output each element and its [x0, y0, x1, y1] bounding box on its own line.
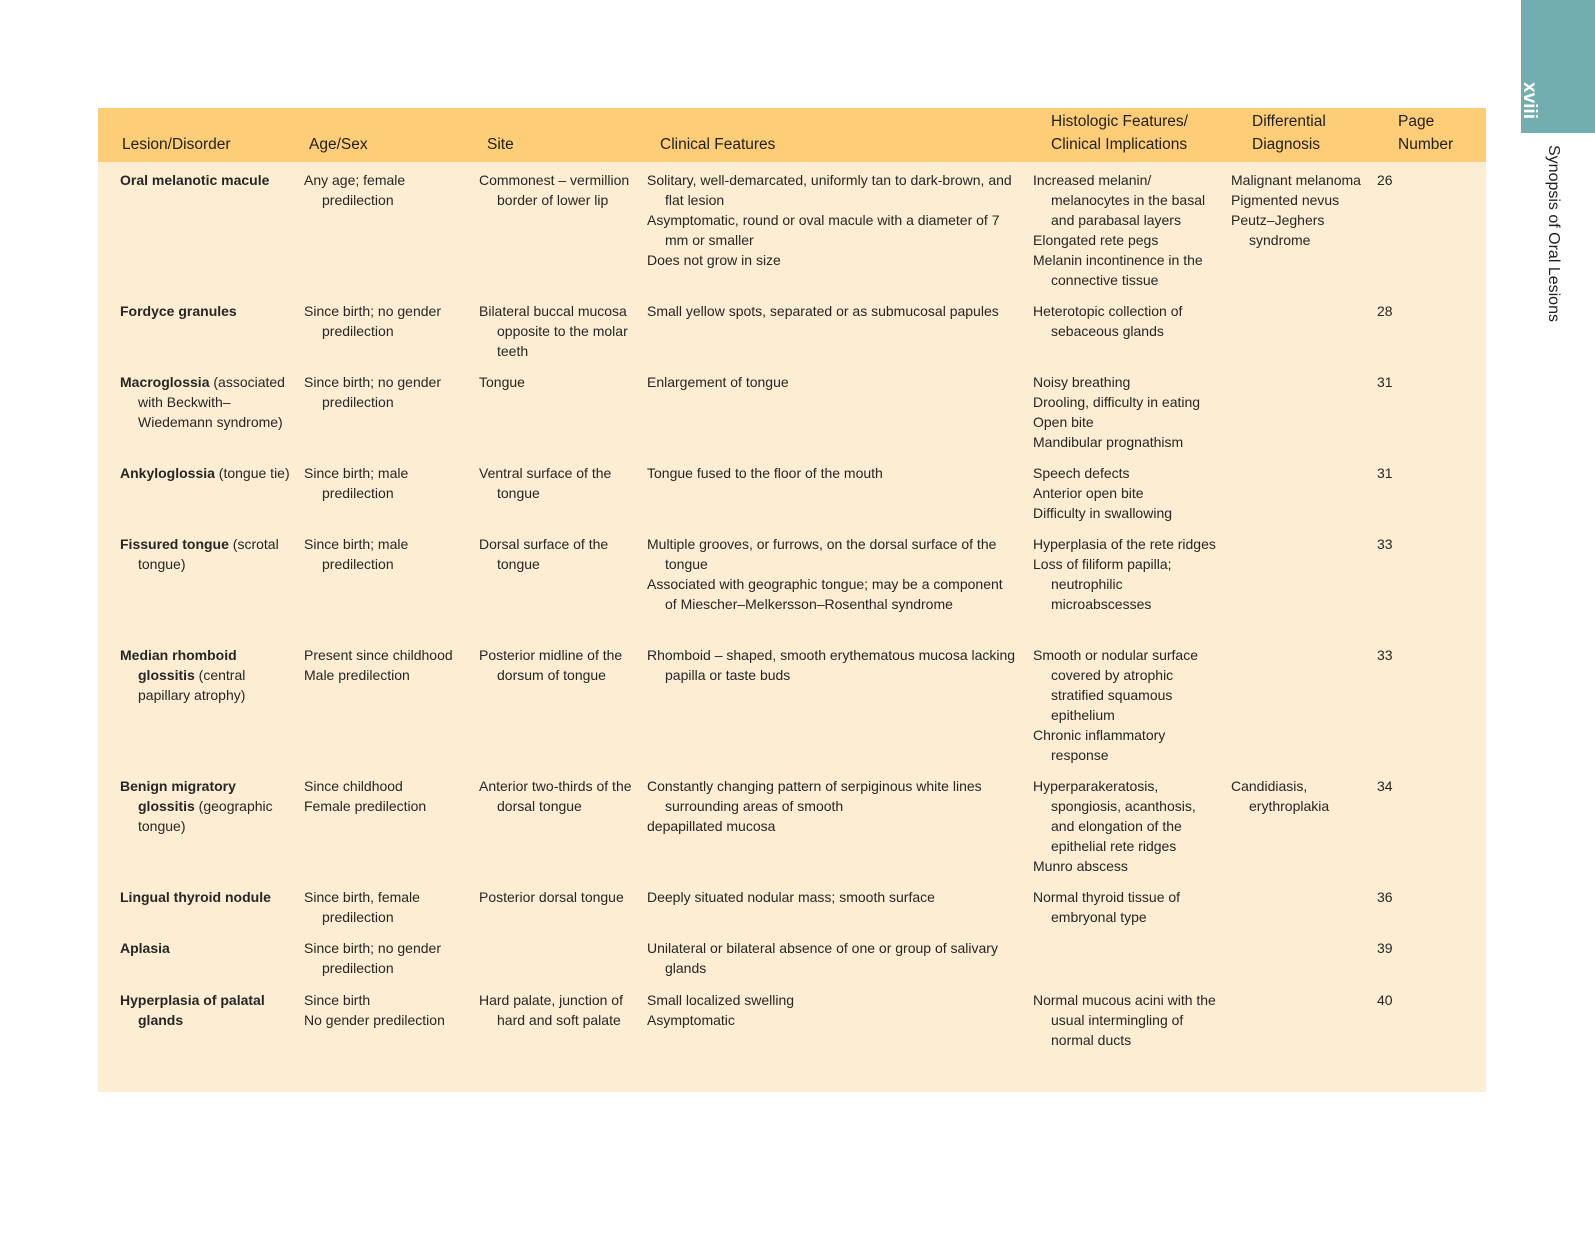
cell-age-sex: [304, 990, 472, 1030]
lesion-name-bold: Aplasia: [120, 940, 170, 956]
cell-clinical-features-line: Multiple grooves, or furrows, on the dorsal surface of the tongue: [647, 536, 997, 572]
cell-site: [479, 645, 636, 685]
table-row: [98, 776, 1486, 887]
cell-age-sex-line: Since birth; no gender predilection: [304, 303, 441, 339]
cell-histologic-features-line: Hyperparakeratosis, spongiosis, acanthosis, and elongation of the epithelial rete ridges: [1033, 778, 1196, 854]
cell-clinical-features: [647, 776, 1017, 836]
cell-clinical-features: [647, 463, 1017, 483]
page-number-roman: xviii: [1519, 82, 1540, 119]
page-ref: 39: [1377, 940, 1393, 956]
cell-clinical-features: [647, 887, 1017, 907]
cell-clinical-features-line: Enlargement of tongue: [647, 374, 789, 390]
cell-page-number: [1377, 776, 1457, 796]
table-body: [98, 170, 1486, 1070]
cell-histologic-features-line: Normal mucous acini with the usual intermingling of normal ducts: [1033, 992, 1216, 1048]
lesion-name-bold: Lingual thyroid nodule: [120, 889, 271, 905]
cell-age-sex: [304, 170, 472, 210]
cell-histologic-features: [1033, 887, 1221, 927]
cell-clinical-features: [647, 938, 1017, 978]
cell-clinical-features-line: Deeply situated nodular mass; smooth surface: [647, 889, 935, 905]
cell-site-line: Bilateral buccal mucosa opposite to the molar teeth: [479, 303, 628, 359]
cell-lesion: [120, 463, 290, 483]
cell-histologic-features-line: Elongated rete pegs: [1033, 232, 1159, 248]
cell-clinical-features-line: Does not grow in size: [647, 252, 781, 268]
cell-age-sex-line: Since childhood: [304, 778, 403, 794]
lesion-name: [120, 990, 290, 1030]
cell-histologic-features-line: Normal thyroid tissue of embryonal type: [1033, 889, 1181, 925]
cell-age-sex-line: Since birth; no gender predilection: [304, 374, 441, 410]
cell-page-number: [1377, 534, 1457, 554]
cell-site-line: Commonest – vermillion border of lower lip: [479, 172, 630, 208]
cell-histologic-features: [1033, 463, 1221, 523]
cell-histologic-features-line: Difficulty in swallowing: [1033, 505, 1173, 521]
cell-histologic-features-line: Anterior open bite: [1033, 485, 1144, 501]
table-row: [98, 463, 1486, 534]
lesion-name-bold: Oral melanotic macule: [120, 172, 270, 188]
cell-histologic-features-line: Melanin incontinence in the connective tissue: [1033, 252, 1203, 288]
cell-age-sex-line: Since birth: [304, 992, 371, 1008]
lesion-name: [120, 776, 290, 836]
cell-lesion: [120, 372, 290, 432]
cell-histologic-features-line: Drooling, difficulty in eating: [1033, 394, 1201, 410]
cell-clinical-features-line: Rhomboid – shaped, smooth erythematous mucosa lacking papilla or taste buds: [647, 647, 1016, 683]
cell-age-sex-line: Since birth; no gender predilection: [304, 940, 441, 976]
cell-age-sex: [304, 463, 472, 503]
cell-lesion: [120, 170, 290, 190]
cell-clinical-features-line: Solitary, well-demarcated, uniformly tan to dark-brown, and flat lesion: [647, 172, 1012, 208]
cell-clinical-features-line: Associated with geographic tongue; may be a component of Miescher–Melkersson–Rosenthal syndrome: [647, 576, 1003, 612]
cell-histologic-features: [1033, 776, 1221, 876]
lesion-name-bold: Hyperplasia of palatal glands: [120, 992, 265, 1028]
cell-page-number: [1377, 372, 1457, 392]
cell-histologic-features: [1033, 170, 1221, 290]
cell-histologic-features: [1033, 301, 1221, 341]
cell-age-sex-line: Since birth; male predilection: [304, 465, 409, 501]
cell-page-number: [1377, 301, 1457, 321]
cell-site: [479, 776, 636, 816]
page-ref: 28: [1377, 303, 1393, 319]
cell-histologic-features-line: Chronic inflammatory response: [1033, 727, 1166, 763]
cell-clinical-features: [647, 534, 1017, 614]
cell-histologic-features-line: Munro abscess: [1033, 858, 1128, 874]
page-ref: 33: [1377, 647, 1393, 663]
header-page-number: Page Number: [1398, 113, 1454, 153]
cell-histologic-features: [1033, 372, 1221, 452]
header-clinical-features: Clinical Features: [660, 136, 776, 153]
table-row: [98, 887, 1486, 938]
cell-age-sex-line: Any age; female predilection: [304, 172, 406, 208]
cell-age-sex: [304, 534, 472, 574]
lesion-name: [120, 534, 290, 574]
cell-page-number: [1377, 990, 1457, 1010]
cell-site: [479, 990, 636, 1030]
cell-lesion: [120, 534, 290, 574]
lesion-name-bold: Median rhomboid glossitis: [120, 647, 237, 683]
cell-clinical-features: [647, 170, 1017, 270]
lesion-name-qualifier: (central papillary atrophy): [138, 667, 246, 703]
cell-age-sex-line: Since birth, female predilection: [304, 889, 420, 925]
page-ref: 31: [1377, 374, 1393, 390]
table-row: [98, 990, 1486, 1070]
cell-differential-diagnosis-line: Peutz–Jeghers syndrome: [1231, 212, 1325, 248]
table-row: [98, 301, 1486, 372]
cell-clinical-features: [647, 372, 1017, 392]
lesion-name-bold: Fissured tongue: [120, 536, 229, 552]
cell-site: [479, 887, 636, 907]
page-ref: 26: [1377, 172, 1393, 188]
cell-age-sex: [304, 372, 472, 412]
lesion-name-bold: Fordyce granules: [120, 303, 237, 319]
table-row: [98, 170, 1486, 301]
lesion-name: [120, 463, 290, 483]
cell-differential-diagnosis-line: Malignant melanoma: [1231, 172, 1361, 188]
header-histologic-features: Histologic Features/ Clinical Implications: [1051, 113, 1188, 153]
cell-histologic-features-line: Heterotopic collection of sebaceous glands: [1033, 303, 1183, 339]
cell-clinical-features: [647, 990, 1017, 1030]
cell-lesion: [120, 938, 290, 958]
cell-clinical-features-line: Constantly changing pattern of serpiginous white lines surrounding areas of smooth: [647, 778, 982, 814]
cell-site: [479, 301, 636, 361]
cell-age-sex-line: Present since childhood: [304, 647, 453, 663]
cell-histologic-features: [1033, 645, 1221, 765]
cell-site: [479, 170, 636, 210]
lesion-name: [120, 170, 290, 190]
lesion-name: [120, 372, 290, 432]
cell-lesion: [120, 645, 290, 705]
lesion-name-qualifier: (scrotal tongue): [138, 536, 279, 572]
cell-clinical-features-line: Asymptomatic, round or oval macule with a diameter of 7 mm or smaller: [647, 212, 1000, 248]
table-header: [98, 108, 1486, 162]
cell-histologic-features-line: Loss of filiform papilla; neutrophilic microabscesses: [1033, 556, 1172, 612]
lesion-name-qualifier: (associated with Beckwith–Wiedemann syndrome): [138, 374, 285, 430]
cell-lesion: [120, 887, 290, 907]
cell-page-number: [1377, 887, 1457, 907]
cell-clinical-features-line: Unilateral or bilateral absence of one or group of salivary glands: [647, 940, 998, 976]
cell-age-sex-line: Female predilection: [304, 798, 427, 814]
cell-age-sex: [304, 301, 472, 341]
table-row: [98, 938, 1486, 990]
cell-site-line: Posterior dorsal tongue: [479, 889, 624, 905]
header-lesion: Lesion/Disorder: [122, 136, 231, 153]
cell-histologic-features: [1033, 534, 1221, 614]
cell-histologic-features-line: Hyperplasia of the rete ridges: [1033, 536, 1216, 552]
cell-page-number: [1377, 645, 1457, 665]
cell-clinical-features: [647, 645, 1017, 685]
table-row: [98, 645, 1486, 776]
cell-histologic-features-line: Mandibular prognathism: [1033, 434, 1184, 450]
cell-clinical-features-line: depapillated mucosa: [647, 818, 776, 834]
header-age-sex: Age/Sex: [309, 136, 368, 153]
lesion-name-bold: Macroglossia: [120, 374, 210, 390]
cell-differential-diagnosis-line: Pigmented nevus: [1231, 192, 1340, 208]
cell-lesion: [120, 990, 290, 1030]
cell-site-line: Posterior midline of the dorsum of tongue: [479, 647, 623, 683]
page-ref: 36: [1377, 889, 1393, 905]
cell-clinical-features-line: Asymptomatic: [647, 1012, 735, 1028]
cell-histologic-features-line: Open bite: [1033, 414, 1094, 430]
running-section-title: Synopsis of Oral Lesions: [1545, 145, 1562, 322]
cell-page-number: [1377, 463, 1457, 483]
cell-histologic-features-line: Speech defects: [1033, 465, 1130, 481]
cell-lesion: [120, 776, 290, 836]
cell-clinical-features-line: Small yellow spots, separated or as submucosal papules: [647, 303, 999, 319]
cell-lesion: [120, 301, 290, 321]
cell-age-sex-line: No gender predilection: [304, 1012, 445, 1028]
cell-clinical-features-line: Small localized swelling: [647, 992, 795, 1008]
cell-differential-diagnosis: [1231, 170, 1361, 250]
cell-age-sex: [304, 645, 472, 685]
lesion-name: [120, 645, 290, 705]
cell-differential-diagnosis-line: Candidiasis, erythroplakia: [1231, 778, 1330, 814]
table-row: [98, 372, 1486, 463]
cell-age-sex: [304, 938, 472, 978]
lesion-name-qualifier: (geographic tongue): [138, 798, 273, 834]
cell-site-line: Tongue: [479, 374, 525, 390]
page-ref: 31: [1377, 465, 1393, 481]
cell-page-number: [1377, 938, 1457, 958]
cell-page-number: [1377, 170, 1457, 190]
cell-clinical-features-line: Tongue fused to the floor of the mouth: [647, 465, 883, 481]
cell-age-sex-line: Male predilection: [304, 667, 410, 683]
lesion-synopsis-table: [98, 108, 1486, 1092]
cell-site: [479, 463, 636, 503]
lesion-name-bold: Ankyloglossia: [120, 465, 215, 481]
cell-clinical-features: [647, 301, 1017, 321]
cell-age-sex-line: Since birth; male predilection: [304, 536, 409, 572]
lesion-name: [120, 887, 290, 907]
lesion-name: [120, 301, 290, 321]
header-site: Site: [487, 136, 514, 153]
page-ref: 34: [1377, 778, 1393, 794]
cell-site-line: Dorsal surface of the tongue: [479, 536, 609, 572]
page-ref: 40: [1377, 992, 1393, 1008]
cell-age-sex: [304, 887, 472, 927]
page-ref: 33: [1377, 536, 1393, 552]
cell-histologic-features-line: Noisy breathing: [1033, 374, 1131, 390]
cell-histologic-features-line: Increased melanin/ melanocytes in the basal and parabasal layers: [1033, 172, 1206, 228]
cell-histologic-features-line: Smooth or nodular surface covered by atrophic stratified squamous epithelium: [1033, 647, 1198, 723]
header-differential-diagnosis: Differential Diagnosis: [1252, 113, 1326, 153]
cell-site: [479, 372, 636, 392]
cell-site-line: Hard palate, junction of hard and soft palate: [479, 992, 623, 1028]
lesion-name-qualifier: (tongue tie): [214, 465, 290, 481]
cell-site-line: Ventral surface of the tongue: [479, 465, 612, 501]
lesion-name-bold: Benign migratory glossitis: [120, 778, 236, 814]
cell-age-sex: [304, 776, 472, 816]
table-row: [98, 534, 1486, 645]
cell-differential-diagnosis: [1231, 776, 1361, 816]
cell-histologic-features: [1033, 990, 1221, 1050]
lesion-name: [120, 938, 290, 958]
cell-site-line: Anterior two-thirds of the dorsal tongue: [479, 778, 632, 814]
cell-site: [479, 534, 636, 574]
